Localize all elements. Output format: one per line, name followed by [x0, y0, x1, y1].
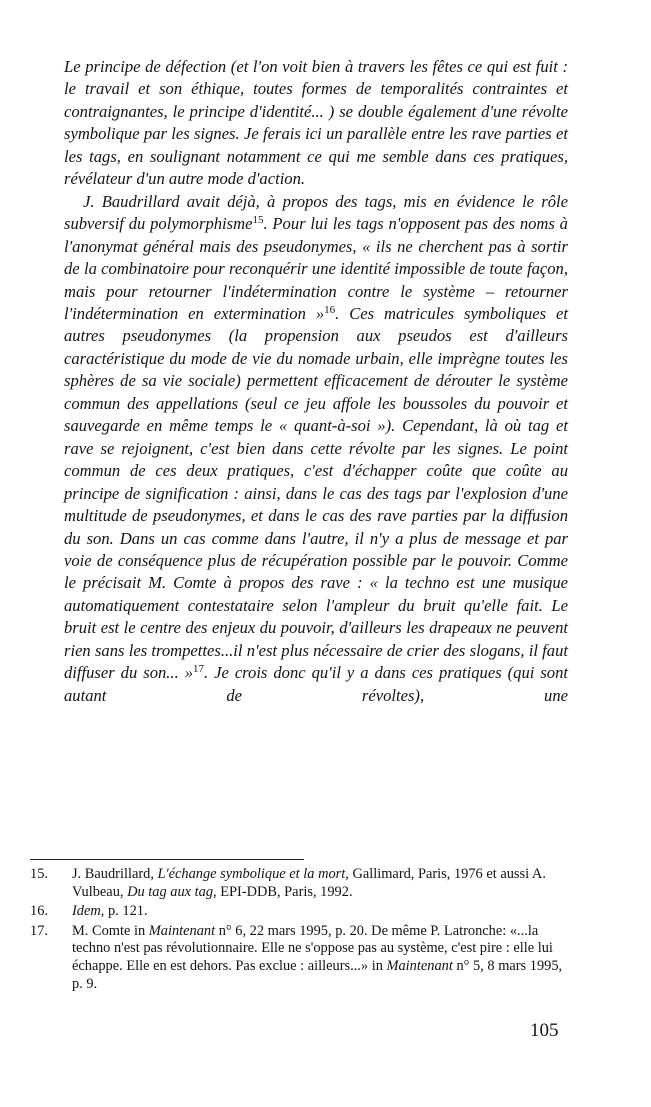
- footnote-number: 17.: [30, 922, 48, 939]
- footnote-title: L'échange symbolique et la mort: [157, 866, 346, 882]
- footnote-ref-17[interactable]: 17: [193, 663, 204, 676]
- footnote-number: 16.: [30, 903, 48, 920]
- footnote-15: [30, 866, 570, 901]
- footnote-rest-2: , EPI-DDB, Paris, 1992.: [213, 883, 353, 900]
- footnote-title: Idem: [72, 903, 101, 920]
- footnote-rest-2: n° 5, 8 mars 1995, p. 9.: [72, 957, 563, 992]
- footnote-rest: , Gallimard, Paris, 1976 et aussi A. Vulbeau,: [72, 866, 546, 900]
- paragraph-2: [64, 191, 568, 707]
- footnote-separator: [30, 859, 304, 860]
- footnote-17: [30, 923, 570, 993]
- footnote-author: M. Comte in: [72, 922, 149, 939]
- page-body: [64, 56, 568, 707]
- paragraph-1-text: Le principe de défection (et l'on voit bien à travers les fêtes ce qui est fuit : le travail et son éthique, toutes formes de temporalités contraintes et contraignantes, le principe d'identité... ) se double également d'une révolte symbolique par les signes. Je ferais ici un parallèle entre les rave parties et les tags, en soulignant notamment ce qui me semble dans ces pratiques, révélateur d'un autre mode d'action.: [64, 57, 568, 189]
- footnote-ref-15[interactable]: 15: [252, 214, 264, 227]
- footnote-ref-16[interactable]: 16: [324, 303, 336, 316]
- footnote-title-2: Du tag aux tag: [127, 883, 214, 900]
- footnote-rest: , p. 121.: [100, 903, 148, 920]
- paragraph-1: [64, 56, 568, 191]
- main-text: [64, 56, 568, 707]
- footnotes: [30, 866, 570, 995]
- paragraph-2-text-a: J. Baudrillard avait déjà, à propos des tags, mis en évidence le rôle subversif du polymorphisme: [64, 191, 568, 234]
- footnote-number: 15.: [30, 866, 48, 882]
- footnote-16: [30, 903, 570, 921]
- footnote-rest: n° 6, 22 mars 1995, p. 20. De même P. Latronche: «...la techno n'est pas révolutionnaire. Elle ne s'oppose pas au système, c'est pire : elle lui échappe. Elle en est dehors. Pas exclue : ailleurs...» in: [72, 922, 553, 974]
- paragraph-2-text-b: . Pour lui les tags n'opposent pas des noms à l'anonymat général mais des pseudonymes, « ils ne cherchent pas à sortir de la combinatoire pour reconquérir une identité impossible de toute façon, mais pour retourner l'indétermination contre le système – retourner l'indétermination en extermination »: [64, 214, 568, 323]
- page-number: 105: [530, 1020, 559, 1041]
- paragraph-2-text-d: . Je crois donc qu'il y a dans ces pratiques (qui sont autant de révoltes), une: [64, 663, 568, 705]
- paragraph-2-text-c: . Ces matricules symboliques et autres pseudonymes (la propension aux pseudos est d'ailleurs caractéristique du mode de vie du nomade urbain, elle imprègne toutes les sphères de sa vie sociale) permettent efficacement de dérouter le système commun des appellations (seul ce jeu affole les boussoles du pouvoir et sauvegarde en même temps le « quant-à-soi »). Cependant, là où tag et rave se rejoignent, c'est bien dans cette révolte par les signes. Le point commun de ces deux pratiques, c'est d'échapper coûte que coûte au principe de signification : ainsi, dans le cas des tags par l'explosion d'une multitude de pseudonymes, et dans le cas des rave parties par la diffusion du son. Dans un cas comme dans l'autre, il n'y a plus de message et par voie de conséquence plus de récupération possible par le pouvoir. Comme le précisait M. Comte à propos des rave : « la techno est une musique automatiquement contestataire selon l'ampleur du bruit qu'elle fait. Le bruit est le centre des enjeux du pouvoir, d'ailleurs les drapeaux ne peuvent rien sans les trompettes...il n'est plus nécessaire de crier des slogans, il faut diffuser du son... »: [64, 303, 569, 683]
- footnote-title: Maintenant: [148, 922, 216, 939]
- footnote-author: J. Baudrillard,: [72, 866, 158, 882]
- footnote-title-2: Maintenant: [386, 957, 453, 974]
